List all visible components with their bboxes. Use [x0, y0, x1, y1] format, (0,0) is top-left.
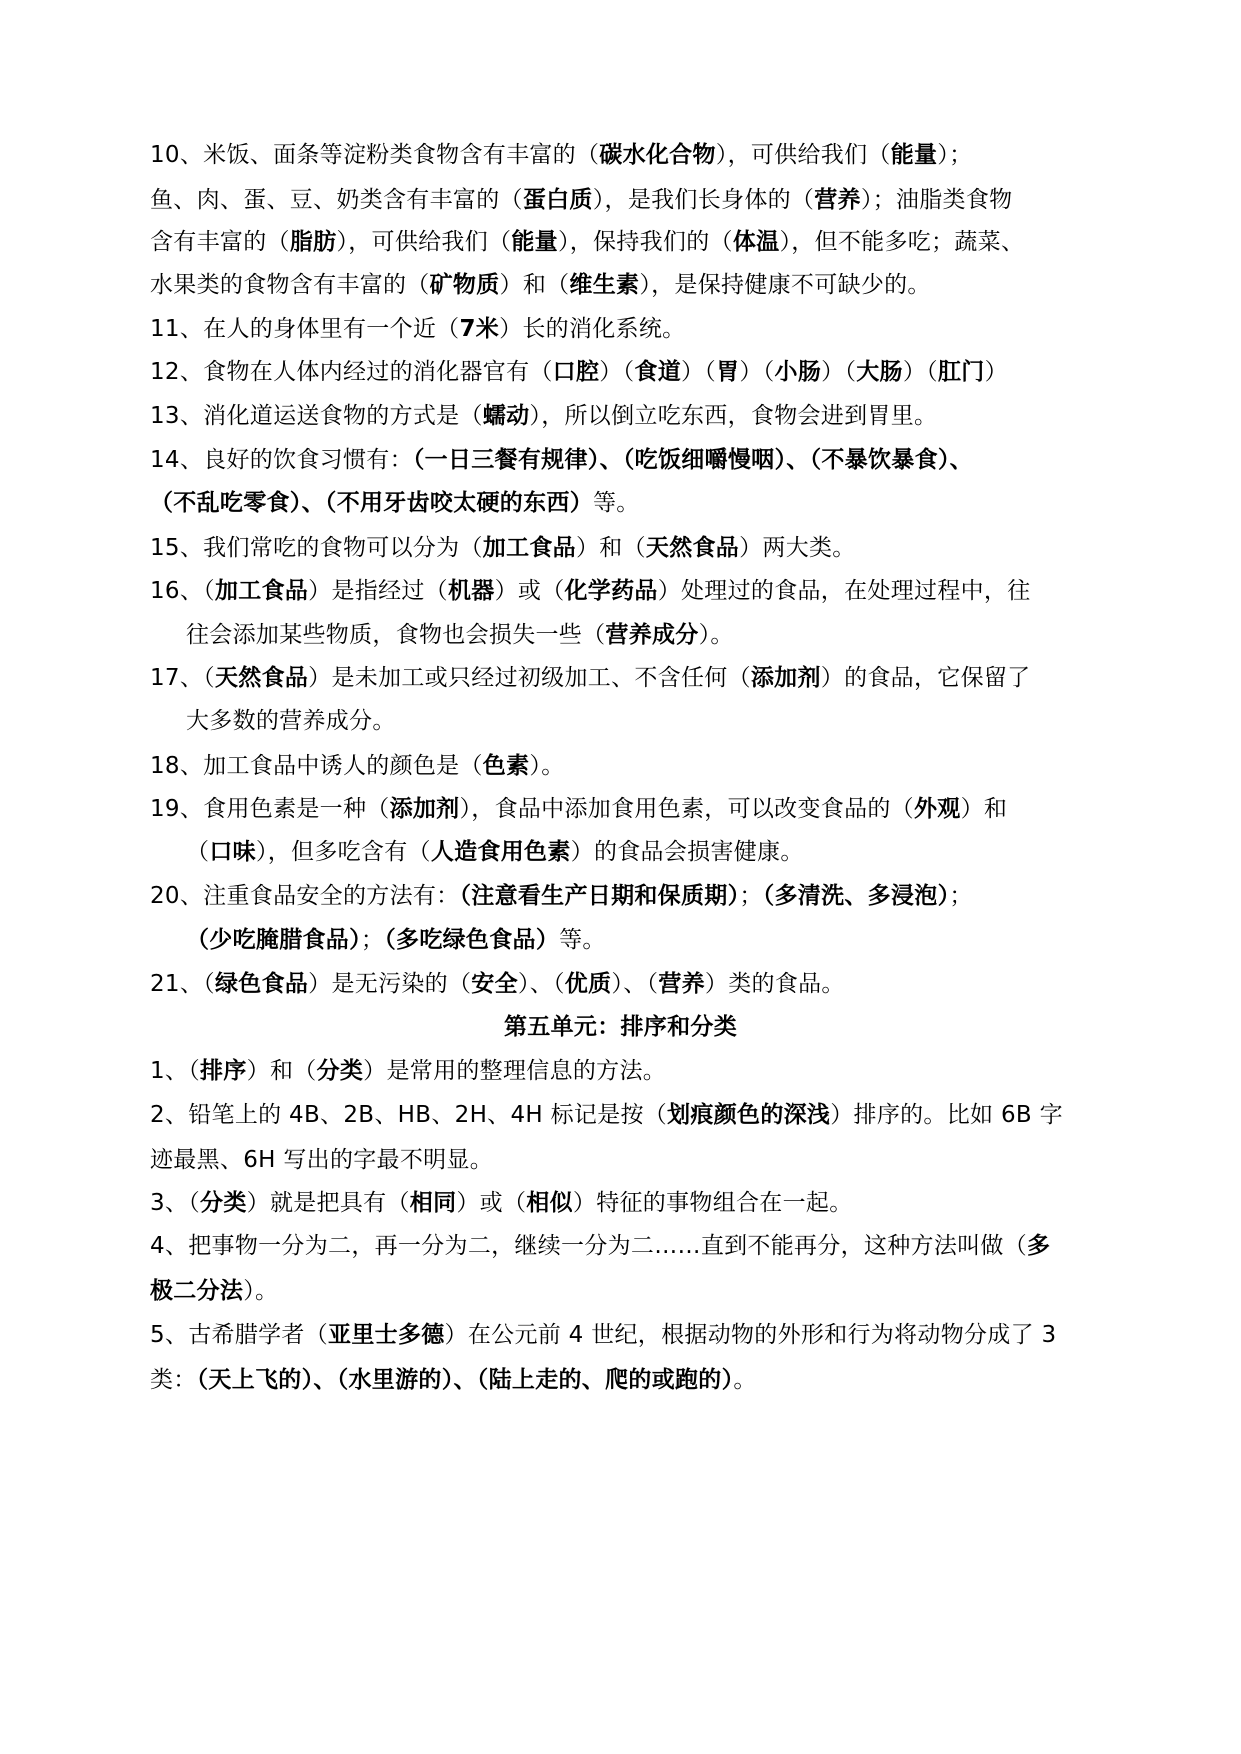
answer-text: 能量 [511, 229, 558, 255]
plain-text: ）排序的。比如 6B 字 [830, 1102, 1063, 1128]
plain-text: ； [949, 883, 973, 909]
answer-text: 胃 [716, 359, 740, 385]
answer-text: 蛋白质 [522, 187, 593, 213]
answer-text: （不乱吃零食）、（不用牙齿咬太硬的东西） [150, 490, 593, 516]
answer-text: 色素 [482, 753, 530, 779]
text-line [150, 309, 1100, 349]
plain-text: ），但多吃含有（ [255, 839, 431, 865]
plain-text: 含有丰富的（ [150, 229, 290, 255]
plain-text: ）是未加工或只经过初级加工、不含任何（ [308, 665, 751, 691]
answer-text: 肛门 [937, 359, 985, 385]
text-line [150, 746, 1100, 786]
plain-text: ）和（ [499, 272, 570, 298]
answer-text: （注意看生产日期和保质期） [459, 883, 740, 909]
text-line [150, 1183, 1100, 1223]
answer-text: （天上飞的）、（水里游的）、（陆上走的、爬的或跑的） [196, 1367, 734, 1393]
plain-text: ； [739, 883, 763, 909]
text-line [150, 658, 1100, 698]
plain-text: 3、（ [150, 1190, 201, 1216]
plain-text: ）。 [698, 622, 734, 648]
plain-text: ）；油脂类食物 [860, 187, 1013, 213]
plain-text: ）和 [960, 796, 1008, 822]
answer-text: 营养 [658, 971, 705, 997]
plain-text: （ [186, 839, 210, 865]
plain-text: ），是我们长身体的（ [592, 187, 815, 213]
plain-text: ）或（ [456, 1190, 527, 1216]
plain-text: ）和（ [246, 1058, 317, 1084]
plain-text: ）处理过的食品，在处理过程中，往 [657, 578, 1031, 604]
plain-text: 19、食用色素是一种（ [150, 796, 390, 822]
answer-text: 加工食品 [482, 535, 576, 561]
answer-text: 脂肪 [289, 229, 337, 255]
answer-text: 口味 [209, 839, 256, 865]
plain-text: 。 [733, 1367, 757, 1393]
text-line [150, 135, 1100, 175]
text-line [150, 1095, 1100, 1135]
plain-text: ），保持我们的（ [557, 229, 733, 255]
answer-text: 绿色食品 [214, 971, 309, 997]
plain-text: ）（ [739, 359, 775, 385]
answer-text: 划痕颜色的深浅 [667, 1102, 831, 1128]
plain-text: 12、食物在人体内经过的消化器官有（ [150, 359, 553, 385]
answer-text: 大肠 [856, 359, 903, 385]
plain-text: 2、铅笔上的 4B、2B、HB、2H、4H 标记是按（ [150, 1102, 668, 1128]
plain-text: ） [984, 359, 1008, 385]
text-line [150, 1360, 1100, 1400]
text-line [186, 832, 1100, 872]
answer-text: 优质 [564, 971, 612, 997]
plain-text: ）两大类。 [739, 535, 856, 561]
plain-text: ）是常用的整理信息的方法。 [363, 1058, 667, 1084]
text-line [150, 352, 1100, 392]
plain-text: 15、我们常吃的食物可以分为（ [150, 535, 483, 561]
plain-text: 类： [150, 1367, 197, 1393]
answer-text: 相同 [409, 1190, 457, 1216]
plain-text: ）长的消化系统。 [499, 316, 686, 342]
plain-text: 18、加工食品中诱人的颜色是（ [150, 753, 483, 779]
answer-text: 分类 [200, 1190, 247, 1216]
answer-text: 安全 [471, 971, 518, 997]
text-line [150, 180, 1100, 220]
plain-text: ）。 [243, 1278, 279, 1304]
plain-text: ）（ [681, 359, 717, 385]
answer-text: （多清洗、多浸泡） [762, 883, 950, 909]
plain-text: 10、米饭、面条等淀粉类食物含有丰富的（ [150, 142, 600, 168]
answer-text: 化学药品 [564, 578, 658, 604]
plain-text: 等。 [593, 490, 640, 516]
plain-text: 4、把事物一分为二，再一分为二，继续一分为二……直到不能再分，这种方法叫做（ [150, 1233, 1028, 1259]
plain-text: ）在公元前 4 世纪，根据动物的外形和行为将动物分成了 3 [444, 1322, 1057, 1348]
plain-text: ）（ [902, 359, 938, 385]
plain-text: ），所以倒立吃东西，食物会进到胃里。 [529, 403, 938, 429]
answer-text: 极二分法 [150, 1278, 244, 1304]
answer-text: （多吃绿色食品） [384, 927, 560, 953]
plain-text: 13、消化道运送食物的方式是（ [150, 403, 483, 429]
plain-text: ）。 [529, 753, 565, 779]
answer-text: 添加剂 [750, 665, 821, 691]
answer-text: 亚里士多德 [328, 1322, 445, 1348]
answer-text: 天然食品 [645, 535, 740, 561]
text-line [150, 789, 1100, 829]
plain-text: ）、（ [517, 971, 565, 997]
answer-text: 加工食品 [214, 578, 309, 604]
answer-text: 营养成分 [605, 622, 699, 648]
text-line [150, 1315, 1100, 1355]
plain-text: ）（ [821, 359, 857, 385]
text-line [150, 1226, 1100, 1266]
plain-text: ）和（ [575, 535, 646, 561]
text-line [186, 920, 1100, 960]
plain-text: ），可供给我们（ [336, 229, 512, 255]
text-line [150, 528, 1100, 568]
answer-text: 第五单元：排序和分类 [504, 1014, 737, 1040]
answer-text: 相似 [526, 1190, 573, 1216]
section-heading [0, 1007, 1241, 1047]
plain-text: 水果类的食物含有丰富的（ [150, 272, 430, 298]
plain-text: 往会添加某些物质，食物也会损失一些（ [186, 622, 606, 648]
plain-text: 5、古希腊学者（ [150, 1322, 329, 1348]
plain-text: ），可供给我们（ [715, 142, 891, 168]
plain-text: 1、（ [150, 1058, 201, 1084]
answer-text: 机器 [447, 578, 495, 604]
text-line [150, 1051, 1100, 1091]
answer-text: 能量 [890, 142, 938, 168]
answer-text: 矿物质 [429, 272, 500, 298]
answer-text: 天然食品 [214, 665, 309, 691]
plain-text: ），但不能多吃；蔬菜、 [779, 229, 1025, 255]
text-line [186, 615, 1100, 655]
plain-text: 迹最黑、6H 写出的字最不明显。 [150, 1147, 494, 1173]
text-line [150, 1140, 1100, 1180]
plain-text: 21、（ [150, 971, 215, 997]
plain-text: ）或（ [494, 578, 565, 604]
answer-text: 多 [1027, 1233, 1051, 1259]
answer-text: 蠕动 [482, 403, 530, 429]
answer-text: 体温 [732, 229, 780, 255]
answer-text: （少吃腌腊食品） [186, 927, 361, 953]
plain-text: 等。 [559, 927, 606, 953]
plain-text: ）类的食品。 [704, 971, 845, 997]
answer-text: 7米 [459, 316, 500, 342]
plain-text: ）； [937, 142, 973, 168]
plain-text: 17、（ [150, 665, 215, 691]
plain-text: 11、在人的身体里有一个近（ [150, 316, 460, 342]
plain-text: ）是指经过（ [308, 578, 448, 604]
text-line [150, 571, 1100, 611]
plain-text: ）的食品，它保留了 [820, 665, 1031, 691]
answer-text: 小肠 [774, 359, 822, 385]
plain-text: ），是保持健康不可缺少的。 [639, 272, 931, 298]
plain-text: ）、（ [611, 971, 659, 997]
text-line [150, 1271, 1100, 1311]
plain-text: ）的食品会损害健康。 [570, 839, 804, 865]
text-line [150, 396, 1100, 436]
text-line [186, 701, 1100, 741]
answer-text: 营养 [814, 187, 861, 213]
text-line [150, 483, 1100, 523]
plain-text: 16、（ [150, 578, 215, 604]
answer-text: 添加剂 [389, 796, 460, 822]
answer-text: 人造食用色素 [430, 839, 571, 865]
answer-text: 外观 [913, 796, 961, 822]
plain-text: ； [360, 927, 385, 953]
plain-text: ），食品中添加食用色素，可以改变食品的（ [459, 796, 914, 822]
answer-text: 碳水化合物 [599, 142, 716, 168]
plain-text: 大多数的营养成分。 [186, 708, 396, 734]
answer-text: 排序 [200, 1058, 247, 1084]
answer-text: 分类 [316, 1058, 364, 1084]
plain-text: ）（ [599, 359, 635, 385]
answer-text: 食道 [634, 359, 681, 385]
text-line [150, 876, 1100, 916]
plain-text: 20、注重食品安全的方法有： [150, 883, 460, 909]
plain-text: 鱼、肉、蛋、豆、奶类含有丰富的（ [150, 187, 523, 213]
plain-text: 14、良好的饮食习惯有： [150, 447, 413, 473]
text-line [150, 964, 1100, 1004]
plain-text: ）特征的事物组合在一起。 [572, 1190, 853, 1216]
text-line [150, 440, 1100, 480]
text-line [150, 222, 1100, 262]
plain-text: ）是无污染的（ [308, 971, 472, 997]
answer-text: （一日三餐有规律）、（吃饭细嚼慢咽）、（不暴饮暴食）、 [412, 447, 973, 473]
answer-text: 口腔 [552, 359, 600, 385]
answer-text: 维生素 [569, 272, 640, 298]
plain-text: ）就是把具有（ [246, 1190, 410, 1216]
text-line [150, 265, 1100, 305]
